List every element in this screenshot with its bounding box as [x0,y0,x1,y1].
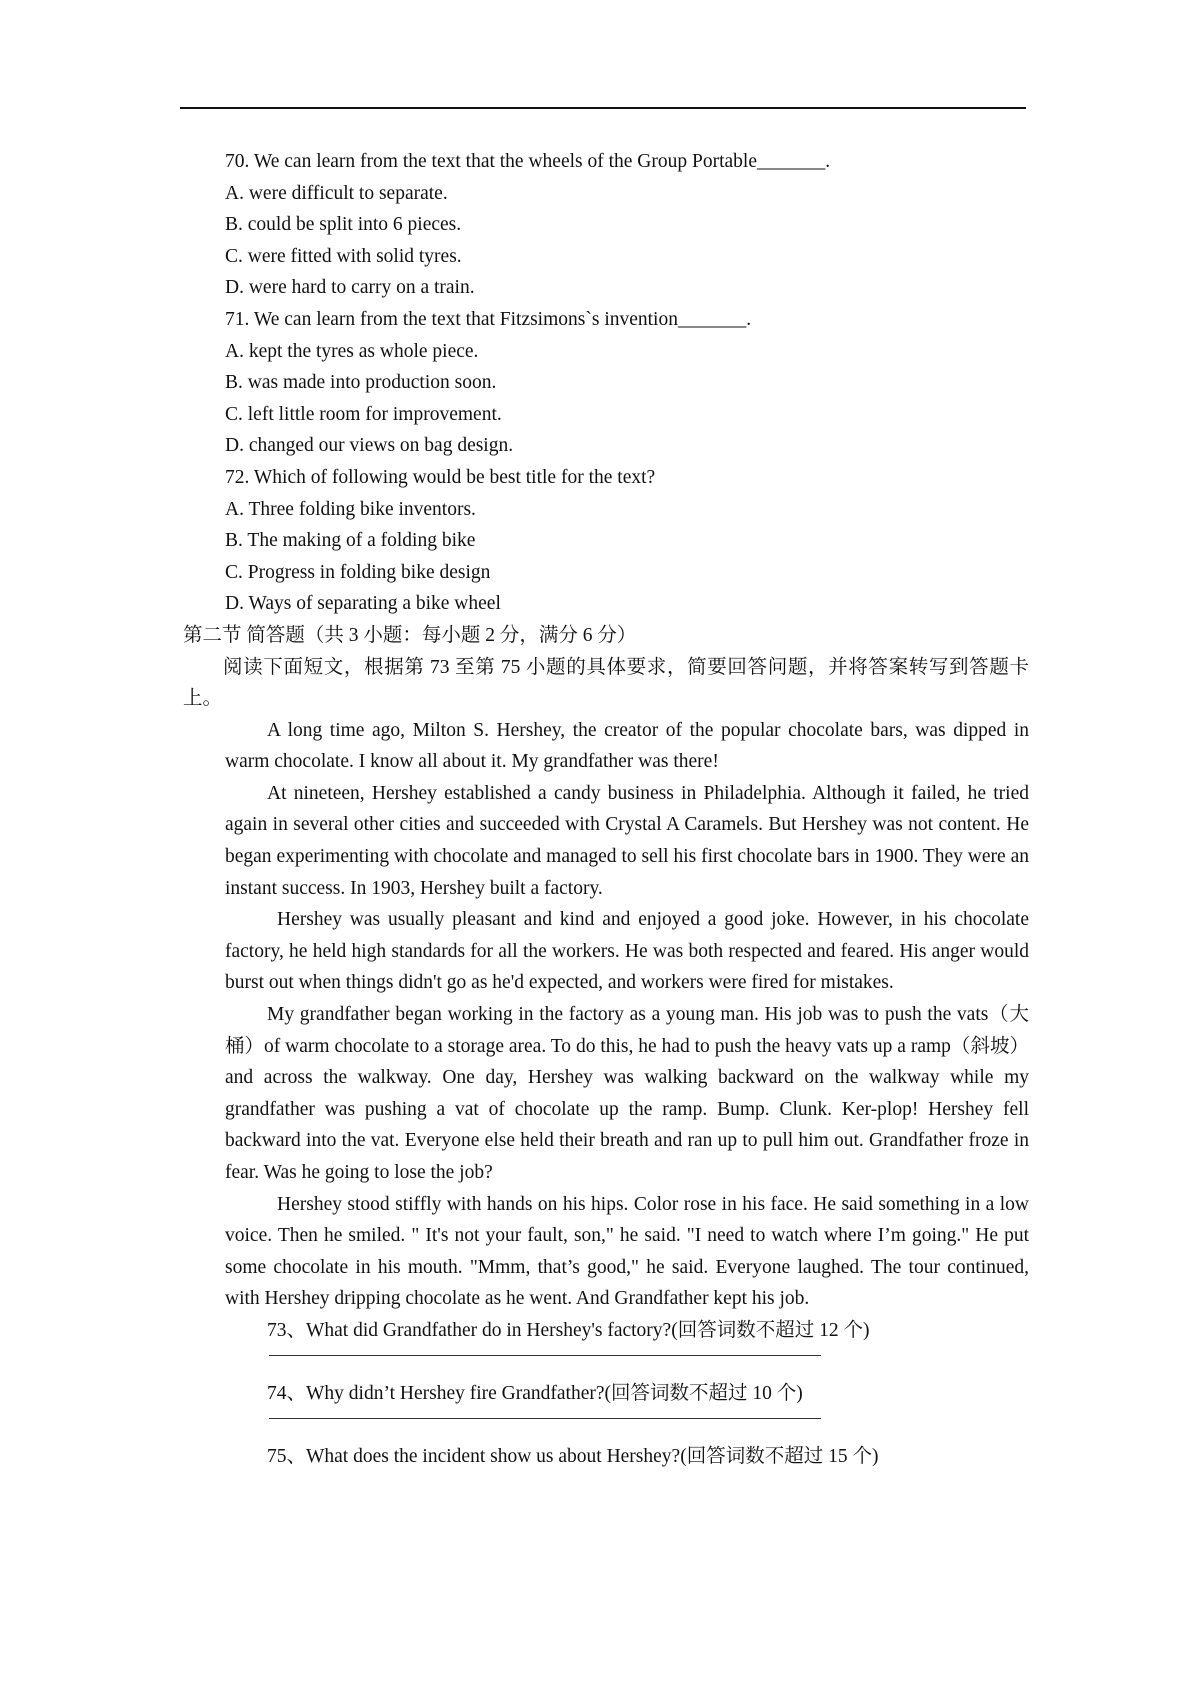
question-stem: 72. Which of following would be best title for the text? [225,466,656,488]
reading-passage [225,715,1029,1315]
option-b: B. The making of a folding bike [225,530,476,552]
question-stem: 70. We can learn from the text that the wheels of the Group Portable_______. [225,151,831,172]
passage-paragraph: Hershey stood stiffly with hands on his hips. Color rose in his face. He said something in a low voice. Then he smiled. " It's not your fault, son," he said. "I need to watch where I’m going." He put some chocolate in his mouth. "Mmm, that’s good," he said. Everyone laughed. The tour continued, with Hershey dripping chocolate as he went. And Grandfather kept his job. [225,1193,1029,1310]
page-content [183,146,1029,1473]
passage-paragraph: A long time ago, Milton S. Hershey, the creator of the popular chocolate bars, was dipped in warm chocolate. I know all about it. My grandfather was there! [225,719,1029,773]
answer-line[interactable] [183,1347,1029,1379]
answer-line[interactable] [183,1410,1029,1442]
option-a: A. Three folding bike inventors. [225,498,476,520]
short-answer-question: 74、Why didn’t Hershey fire Grandfather?(回答词数不超过 10 个) [267,1383,803,1405]
option-d: D. changed our views on bag design. [225,435,514,457]
option-c: C. Progress in folding bike design [225,561,491,583]
passage-paragraph: My grandfather began working in the factory as a young man. His job was to push the vats（大桶）of warm chocolate to a storage area. To do this, he had to push the heavy vats up a ramp（斜坡）and across the walkway. One day, Hershey was walking backward on the walkway while my grandfather was pushing a vat of chocolate up the ramp. Bump. Clunk. Ker-plop! Hershey fell backward into the vat. Everyone else held their breath and ran up to pull him out. Grandfather froze in fear. Was he going to lose the job? [225,1004,1029,1183]
option-a: A. kept the tyres as whole piece. [225,340,479,362]
option-b: B. was made into production soon. [225,372,497,394]
short-answer-question: 75、What does the incident show us about Hershey?(回答词数不超过 15 个) [267,1446,879,1468]
option-c: C. left little room for improvement. [225,403,502,425]
section-heading: 第二节 简答题（共 3 小题：每小题 2 分，满分 6 分） [183,624,637,646]
option-b: B. could be split into 6 pieces. [225,214,462,236]
question-stem: 71. We can learn from the text that Fitzsimons`s invention_______. [225,308,752,330]
short-answer-question: 73、What did Grandfather do in Hershey's factory?(回答词数不超过 12 个) [267,1319,870,1341]
option-a: A. were difficult to separate. [225,182,448,204]
option-d: D. Ways of separating a bike wheel [225,593,501,615]
header-rule [180,107,1026,109]
section-instruction: 阅读下面短文，根据第 73 至第 75 小题的具体要求，简要回答问题，并将答案转写到答题卡上。 [183,656,1029,710]
option-d: D. were hard to carry on a train. [225,277,475,299]
option-c: C. were fitted with solid tyres. [225,245,462,267]
passage-paragraph: At nineteen, Hershey established a candy business in Philadelphia. Although it failed, he tried again in several other cities and succeeded with Crystal A Caramels. But Hershey was not content. He began experimenting with chocolate and managed to sell his first chocolate bars in 1900. They were an instant success. In 1903, Hershey built a factory. [225,782,1029,899]
passage-paragraph: Hershey was usually pleasant and kind and enjoyed a good joke. However, in his chocolate factory, he held high standards for all the workers. He was both respected and feared. His anger would burst out when things didn't go as he'd expected, and workers were fired for mistakes. [225,909,1029,994]
